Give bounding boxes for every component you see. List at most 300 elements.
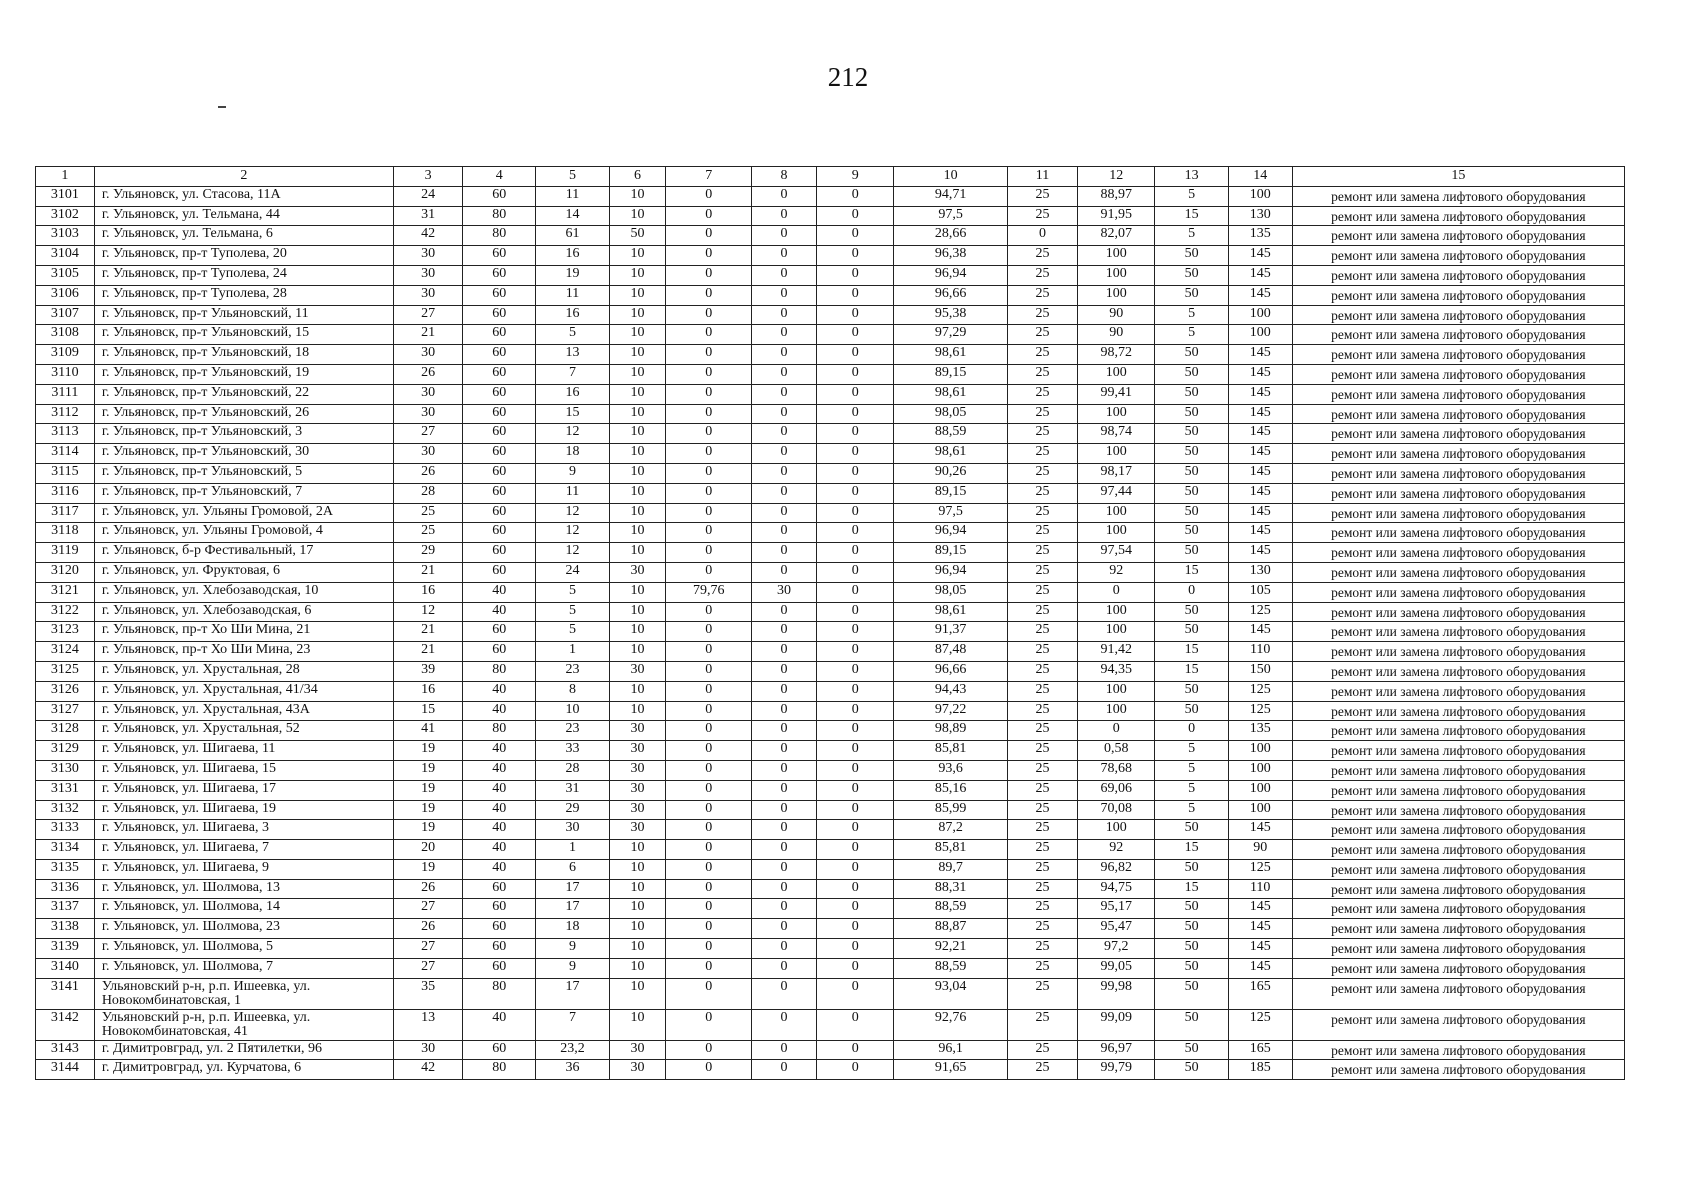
address-cell: Ульяновский р-н, р.п. Ишеевка, ул. Новокомбинатовская, 1 xyxy=(94,978,393,1009)
work-type-cell: ремонт или замена лифтового оборудования xyxy=(1292,1060,1624,1080)
column-header: 1 xyxy=(36,167,95,187)
value-cell: 9 xyxy=(536,463,609,483)
value-cell: 100 xyxy=(1078,364,1155,384)
value-cell: 50 xyxy=(1155,859,1228,879)
work-type-cell: ремонт или замена лифтового оборудования xyxy=(1292,285,1624,305)
value-cell: 10 xyxy=(609,503,666,523)
table-row xyxy=(36,424,1625,444)
work-type-cell: ремонт или замена лифтового оборудования xyxy=(1292,305,1624,325)
value-cell: 0 xyxy=(666,1060,752,1080)
value-cell: 145 xyxy=(1228,404,1292,424)
value-cell: 100 xyxy=(1078,285,1155,305)
value-cell: 60 xyxy=(463,1040,536,1060)
value-cell: 0 xyxy=(752,859,817,879)
value-cell: 18 xyxy=(536,919,609,939)
value-cell: 145 xyxy=(1228,939,1292,959)
value-cell: 0 xyxy=(1007,226,1077,246)
value-cell: 50 xyxy=(1155,444,1228,464)
row-number-cell: 3138 xyxy=(36,919,95,939)
value-cell: 25 xyxy=(1007,661,1077,681)
value-cell: 1 xyxy=(536,840,609,860)
value-cell: 125 xyxy=(1228,1009,1292,1040)
value-cell: 0 xyxy=(752,760,817,780)
value-cell: 0 xyxy=(817,1040,894,1060)
value-cell: 15 xyxy=(394,701,463,721)
value-cell: 10 xyxy=(609,265,666,285)
table-row xyxy=(36,483,1625,503)
value-cell: 60 xyxy=(463,325,536,345)
value-cell: 125 xyxy=(1228,681,1292,701)
value-cell: 30 xyxy=(609,1040,666,1060)
value-cell: 25 xyxy=(1007,582,1077,602)
value-cell: 12 xyxy=(536,503,609,523)
column-header: 8 xyxy=(752,167,817,187)
value-cell: 50 xyxy=(1155,958,1228,978)
value-cell: 80 xyxy=(463,226,536,246)
value-cell: 42 xyxy=(394,226,463,246)
value-cell: 60 xyxy=(463,246,536,266)
address-cell: г. Ульяновск, ул. Шигаева, 15 xyxy=(94,760,393,780)
row-number-cell: 3122 xyxy=(36,602,95,622)
value-cell: 0 xyxy=(666,780,752,800)
address-cell: г. Ульяновск, ул. Стасова, 11А xyxy=(94,186,393,206)
value-cell: 10 xyxy=(536,701,609,721)
value-cell: 0 xyxy=(666,642,752,662)
value-cell: 99,05 xyxy=(1078,958,1155,978)
table-row xyxy=(36,919,1625,939)
table-row xyxy=(36,859,1625,879)
value-cell: 24 xyxy=(536,562,609,582)
table-row xyxy=(36,305,1625,325)
value-cell: 40 xyxy=(463,859,536,879)
value-cell: 0 xyxy=(817,384,894,404)
value-cell: 0 xyxy=(752,879,817,899)
value-cell: 50 xyxy=(1155,939,1228,959)
value-cell: 12 xyxy=(536,543,609,563)
value-cell: 10 xyxy=(609,939,666,959)
value-cell: 0 xyxy=(666,721,752,741)
value-cell: 165 xyxy=(1228,978,1292,1009)
address-cell: г. Ульяновск, ул. Шолмова, 5 xyxy=(94,939,393,959)
table-row xyxy=(36,364,1625,384)
value-cell: 92 xyxy=(1078,562,1155,582)
value-cell: 60 xyxy=(463,265,536,285)
value-cell: 40 xyxy=(463,780,536,800)
value-cell: 100 xyxy=(1078,444,1155,464)
table-row xyxy=(36,226,1625,246)
row-number-cell: 3134 xyxy=(36,840,95,860)
address-cell: г. Ульяновск, пр-т Ульяновский, 11 xyxy=(94,305,393,325)
value-cell: 10 xyxy=(609,919,666,939)
value-cell: 50 xyxy=(1155,503,1228,523)
value-cell: 0 xyxy=(817,919,894,939)
value-cell: 25 xyxy=(1007,483,1077,503)
value-cell: 15 xyxy=(1155,879,1228,899)
work-type-cell: ремонт или замена лифтового оборудования xyxy=(1292,602,1624,622)
value-cell: 10 xyxy=(609,424,666,444)
value-cell: 0 xyxy=(666,483,752,503)
value-cell: 0 xyxy=(666,879,752,899)
value-cell: 10 xyxy=(609,582,666,602)
value-cell: 96,66 xyxy=(894,661,1008,681)
value-cell: 80 xyxy=(463,978,536,1009)
work-type-cell: ремонт или замена лифтового оборудования xyxy=(1292,503,1624,523)
row-number-cell: 3143 xyxy=(36,1040,95,1060)
value-cell: 25 xyxy=(1007,246,1077,266)
value-cell: 50 xyxy=(1155,265,1228,285)
value-cell: 26 xyxy=(394,879,463,899)
value-cell: 79,76 xyxy=(666,582,752,602)
value-cell: 60 xyxy=(463,424,536,444)
value-cell: 0 xyxy=(666,543,752,563)
value-cell: 30 xyxy=(394,404,463,424)
value-cell: 30 xyxy=(394,345,463,365)
row-number-cell: 3140 xyxy=(36,958,95,978)
value-cell: 10 xyxy=(609,859,666,879)
value-cell: 20 xyxy=(394,840,463,860)
address-cell: г. Ульяновск, ул. Хрустальная, 43А xyxy=(94,701,393,721)
value-cell: 10 xyxy=(609,186,666,206)
value-cell: 145 xyxy=(1228,820,1292,840)
value-cell: 30 xyxy=(609,800,666,820)
address-cell: г. Ульяновск, ул. Шолмова, 14 xyxy=(94,899,393,919)
work-type-cell: ремонт или замена лифтового оборудования xyxy=(1292,681,1624,701)
value-cell: 0 xyxy=(666,939,752,959)
value-cell: 8 xyxy=(536,681,609,701)
address-cell: г. Ульяновск, пр-т Ульяновский, 26 xyxy=(94,404,393,424)
row-number-cell: 3126 xyxy=(36,681,95,701)
value-cell: 10 xyxy=(609,622,666,642)
value-cell: 50 xyxy=(1155,622,1228,642)
row-number-cell: 3107 xyxy=(36,305,95,325)
value-cell: 100 xyxy=(1228,305,1292,325)
value-cell: 145 xyxy=(1228,444,1292,464)
value-cell: 0 xyxy=(817,265,894,285)
value-cell: 0 xyxy=(752,562,817,582)
work-type-cell: ремонт или замена лифтового оборудования xyxy=(1292,226,1624,246)
value-cell: 12 xyxy=(536,523,609,543)
value-cell: 85,99 xyxy=(894,800,1008,820)
address-cell: г. Ульяновск, пр-т Туполева, 24 xyxy=(94,265,393,285)
value-cell: 88,59 xyxy=(894,424,1008,444)
value-cell: 100 xyxy=(1228,186,1292,206)
table-row xyxy=(36,503,1625,523)
value-cell: 0 xyxy=(817,840,894,860)
value-cell: 145 xyxy=(1228,899,1292,919)
table-row xyxy=(36,800,1625,820)
value-cell: 27 xyxy=(394,424,463,444)
row-number-cell: 3121 xyxy=(36,582,95,602)
column-header: 7 xyxy=(666,167,752,187)
value-cell: 21 xyxy=(394,325,463,345)
value-cell: 7 xyxy=(536,364,609,384)
address-cell: г. Ульяновск, пр-т Туполева, 28 xyxy=(94,285,393,305)
work-type-cell: ремонт или замена лифтового оборудования xyxy=(1292,424,1624,444)
value-cell: 0 xyxy=(752,1060,817,1080)
value-cell: 33 xyxy=(536,741,609,761)
work-type-cell: ремонт или замена лифтового оборудования xyxy=(1292,840,1624,860)
value-cell: 0 xyxy=(752,899,817,919)
value-cell: 0 xyxy=(817,364,894,384)
value-cell: 5 xyxy=(1155,741,1228,761)
value-cell: 25 xyxy=(1007,206,1077,226)
value-cell: 0 xyxy=(666,305,752,325)
value-cell: 0 xyxy=(666,701,752,721)
row-number-cell: 3106 xyxy=(36,285,95,305)
value-cell: 0 xyxy=(817,1009,894,1040)
value-cell: 50 xyxy=(1155,602,1228,622)
value-cell: 100 xyxy=(1228,741,1292,761)
value-cell: 135 xyxy=(1228,721,1292,741)
value-cell: 15 xyxy=(1155,562,1228,582)
value-cell: 100 xyxy=(1228,780,1292,800)
value-cell: 99,09 xyxy=(1078,1009,1155,1040)
work-type-cell: ремонт или замена лифтового оборудования xyxy=(1292,622,1624,642)
value-cell: 0 xyxy=(817,543,894,563)
value-cell: 60 xyxy=(463,958,536,978)
value-cell: 60 xyxy=(463,622,536,642)
value-cell: 96,66 xyxy=(894,285,1008,305)
work-type-cell: ремонт или замена лифтового оборудования xyxy=(1292,939,1624,959)
value-cell: 85,81 xyxy=(894,741,1008,761)
value-cell: 10 xyxy=(609,701,666,721)
value-cell: 0 xyxy=(752,939,817,959)
value-cell: 0 xyxy=(752,364,817,384)
value-cell: 50 xyxy=(609,226,666,246)
value-cell: 21 xyxy=(394,622,463,642)
value-cell: 0 xyxy=(752,741,817,761)
value-cell: 0 xyxy=(817,958,894,978)
value-cell: 97,5 xyxy=(894,206,1008,226)
value-cell: 100 xyxy=(1078,622,1155,642)
value-cell: 0 xyxy=(817,444,894,464)
table-row xyxy=(36,721,1625,741)
value-cell: 50 xyxy=(1155,523,1228,543)
value-cell: 125 xyxy=(1228,602,1292,622)
value-cell: 80 xyxy=(463,721,536,741)
value-cell: 50 xyxy=(1155,345,1228,365)
value-cell: 0 xyxy=(817,780,894,800)
value-cell: 9 xyxy=(536,939,609,959)
address-cell: г. Ульяновск, ул. Шолмова, 7 xyxy=(94,958,393,978)
value-cell: 40 xyxy=(463,582,536,602)
value-cell: 12 xyxy=(536,424,609,444)
value-cell: 100 xyxy=(1228,760,1292,780)
value-cell: 40 xyxy=(463,840,536,860)
row-number-cell: 3136 xyxy=(36,879,95,899)
value-cell: 35 xyxy=(394,978,463,1009)
value-cell: 10 xyxy=(609,285,666,305)
value-cell: 100 xyxy=(1228,800,1292,820)
value-cell: 16 xyxy=(536,305,609,325)
value-cell: 21 xyxy=(394,562,463,582)
value-cell: 96,94 xyxy=(894,523,1008,543)
value-cell: 25 xyxy=(1007,622,1077,642)
value-cell: 60 xyxy=(463,523,536,543)
value-cell: 0 xyxy=(752,265,817,285)
value-cell: 100 xyxy=(1078,246,1155,266)
row-number-cell: 3105 xyxy=(36,265,95,285)
value-cell: 69,06 xyxy=(1078,780,1155,800)
value-cell: 25 xyxy=(1007,1040,1077,1060)
value-cell: 16 xyxy=(536,246,609,266)
value-cell: 0 xyxy=(666,958,752,978)
value-cell: 98,61 xyxy=(894,602,1008,622)
table-row xyxy=(36,780,1625,800)
value-cell: 93,6 xyxy=(894,760,1008,780)
row-number-cell: 3129 xyxy=(36,741,95,761)
table-row xyxy=(36,265,1625,285)
table-row xyxy=(36,899,1625,919)
row-number-cell: 3141 xyxy=(36,978,95,1009)
row-number-cell: 3132 xyxy=(36,800,95,820)
work-type-cell: ремонт или замена лифтового оборудования xyxy=(1292,404,1624,424)
work-type-cell: ремонт или замена лифтового оборудования xyxy=(1292,1009,1624,1040)
capital-repair-table xyxy=(35,166,1625,1080)
address-cell: г. Ульяновск, ул. Хрустальная, 52 xyxy=(94,721,393,741)
value-cell: 0 xyxy=(752,681,817,701)
value-cell: 19 xyxy=(394,820,463,840)
work-type-cell: ремонт или замена лифтового оборудования xyxy=(1292,463,1624,483)
value-cell: 19 xyxy=(394,760,463,780)
value-cell: 29 xyxy=(536,800,609,820)
value-cell: 31 xyxy=(394,206,463,226)
value-cell: 31 xyxy=(536,780,609,800)
value-cell: 100 xyxy=(1078,523,1155,543)
value-cell: 0 xyxy=(666,919,752,939)
value-cell: 94,35 xyxy=(1078,661,1155,681)
column-header: 10 xyxy=(894,167,1008,187)
address-cell: г. Ульяновск, ул. Тельмана, 44 xyxy=(94,206,393,226)
value-cell: 88,31 xyxy=(894,879,1008,899)
value-cell: 25 xyxy=(1007,325,1077,345)
address-cell: г. Ульяновск, пр-т Ульяновский, 7 xyxy=(94,483,393,503)
address-cell: г. Ульяновск, ул. Хрустальная, 41/34 xyxy=(94,681,393,701)
column-header: 9 xyxy=(817,167,894,187)
address-cell: г. Ульяновск, пр-т Хо Ши Мина, 23 xyxy=(94,642,393,662)
value-cell: 11 xyxy=(536,483,609,503)
row-number-cell: 3118 xyxy=(36,523,95,543)
row-number-cell: 3113 xyxy=(36,424,95,444)
value-cell: 30 xyxy=(394,285,463,305)
row-number-cell: 3117 xyxy=(36,503,95,523)
value-cell: 0 xyxy=(666,978,752,1009)
value-cell: 17 xyxy=(536,879,609,899)
value-cell: 25 xyxy=(1007,424,1077,444)
table-row xyxy=(36,523,1625,543)
value-cell: 50 xyxy=(1155,384,1228,404)
value-cell: 0 xyxy=(752,800,817,820)
value-cell: 25 xyxy=(1007,919,1077,939)
value-cell: 125 xyxy=(1228,701,1292,721)
address-cell: г. Ульяновск, пр-т Ульяновский, 3 xyxy=(94,424,393,444)
value-cell: 30 xyxy=(394,444,463,464)
value-cell: 95,47 xyxy=(1078,919,1155,939)
work-type-cell: ремонт или замена лифтового оборудования xyxy=(1292,741,1624,761)
column-header: 5 xyxy=(536,167,609,187)
value-cell: 97,29 xyxy=(894,325,1008,345)
work-type-cell: ремонт или замена лифтового оборудования xyxy=(1292,800,1624,820)
value-cell: 100 xyxy=(1078,404,1155,424)
value-cell: 50 xyxy=(1155,899,1228,919)
row-number-cell: 3102 xyxy=(36,206,95,226)
value-cell: 0 xyxy=(666,285,752,305)
value-cell: 10 xyxy=(609,1009,666,1040)
value-cell: 50 xyxy=(1155,364,1228,384)
value-cell: 165 xyxy=(1228,1040,1292,1060)
value-cell: 25 xyxy=(1007,780,1077,800)
value-cell: 0 xyxy=(1078,582,1155,602)
value-cell: 50 xyxy=(1155,978,1228,1009)
value-cell: 0 xyxy=(1078,721,1155,741)
value-cell: 0 xyxy=(817,562,894,582)
address-cell: г. Ульяновск, ул. Ульяны Громовой, 4 xyxy=(94,523,393,543)
row-number-cell: 3139 xyxy=(36,939,95,959)
work-type-cell: ремонт или замена лифтового оборудования xyxy=(1292,820,1624,840)
value-cell: 88,97 xyxy=(1078,186,1155,206)
value-cell: 0 xyxy=(752,483,817,503)
value-cell: 145 xyxy=(1228,364,1292,384)
value-cell: 0 xyxy=(817,820,894,840)
value-cell: 0 xyxy=(817,978,894,1009)
value-cell: 7 xyxy=(536,1009,609,1040)
value-cell: 27 xyxy=(394,899,463,919)
value-cell: 50 xyxy=(1155,404,1228,424)
table-row xyxy=(36,384,1625,404)
value-cell: 10 xyxy=(609,543,666,563)
work-type-cell: ремонт или замена лифтового оборудования xyxy=(1292,958,1624,978)
value-cell: 0 xyxy=(666,760,752,780)
value-cell: 25 xyxy=(1007,958,1077,978)
value-cell: 89,15 xyxy=(894,543,1008,563)
value-cell: 10 xyxy=(609,958,666,978)
address-cell: г. Ульяновск, ул. Фруктовая, 6 xyxy=(94,562,393,582)
value-cell: 0 xyxy=(817,939,894,959)
value-cell: 25 xyxy=(1007,404,1077,424)
value-cell: 30 xyxy=(394,265,463,285)
value-cell: 0 xyxy=(666,1009,752,1040)
row-number-cell: 3142 xyxy=(36,1009,95,1040)
row-number-cell: 3131 xyxy=(36,780,95,800)
value-cell: 0 xyxy=(666,840,752,860)
address-cell: г. Ульяновск, пр-т Туполева, 20 xyxy=(94,246,393,266)
value-cell: 0 xyxy=(752,543,817,563)
value-cell: 30 xyxy=(394,1040,463,1060)
row-number-cell: 3109 xyxy=(36,345,95,365)
row-number-cell: 3120 xyxy=(36,562,95,582)
value-cell: 25 xyxy=(1007,1009,1077,1040)
value-cell: 25 xyxy=(1007,265,1077,285)
column-header: 14 xyxy=(1228,167,1292,187)
value-cell: 16 xyxy=(394,681,463,701)
value-cell: 145 xyxy=(1228,543,1292,563)
table-row xyxy=(36,206,1625,226)
value-cell: 0 xyxy=(752,305,817,325)
value-cell: 80 xyxy=(463,206,536,226)
value-cell: 40 xyxy=(463,1009,536,1040)
value-cell: 98,05 xyxy=(894,404,1008,424)
value-cell: 90 xyxy=(1228,840,1292,860)
value-cell: 16 xyxy=(536,384,609,404)
value-cell: 97,44 xyxy=(1078,483,1155,503)
value-cell: 25 xyxy=(1007,186,1077,206)
value-cell: 105 xyxy=(1228,582,1292,602)
value-cell: 5 xyxy=(1155,226,1228,246)
value-cell: 0 xyxy=(666,661,752,681)
value-cell: 10 xyxy=(609,523,666,543)
value-cell: 185 xyxy=(1228,1060,1292,1080)
value-cell: 19 xyxy=(536,265,609,285)
